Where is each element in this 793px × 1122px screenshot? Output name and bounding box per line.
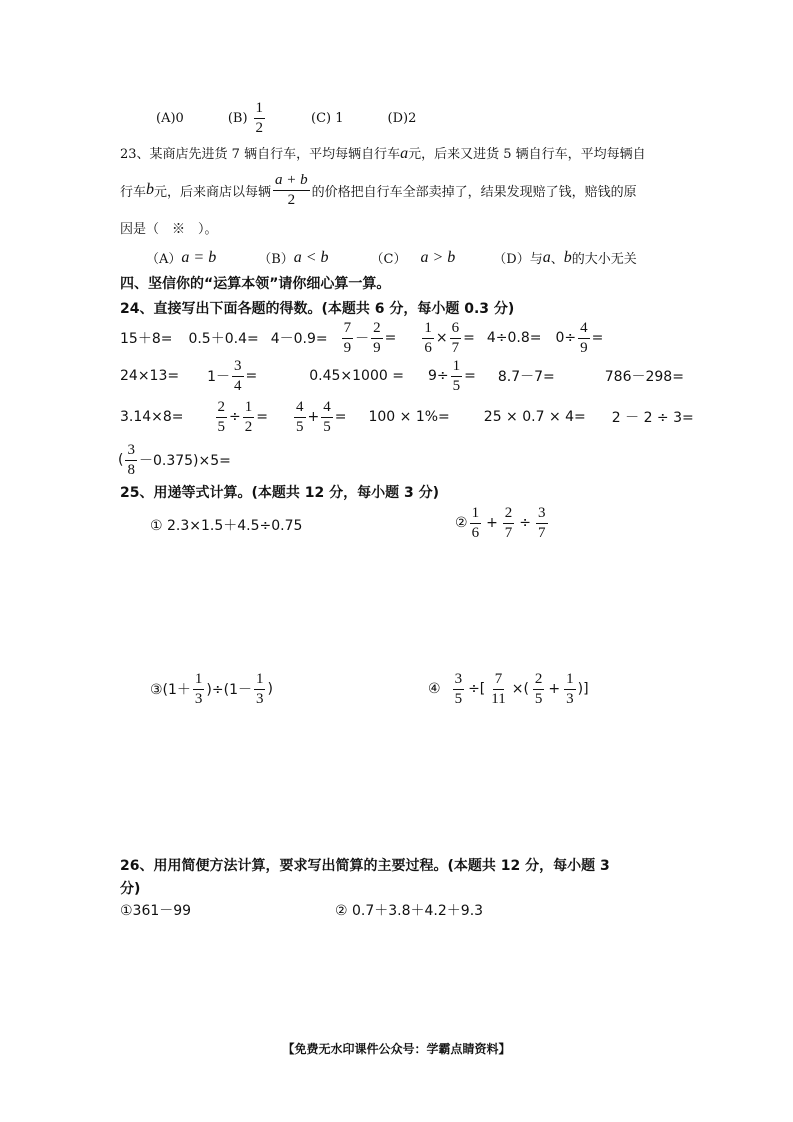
q25-problem-3: ③(1＋ $\frac{1}{3}$ )÷(1－ $\frac{1}{3}$ ) bbox=[150, 670, 273, 707]
footer-note: 【免费无水印课件公众号：学霸点睛资料】 bbox=[282, 1042, 511, 1056]
var-a: a bbox=[400, 145, 409, 162]
q26-problem-2: ② 0.7＋3.8＋4.2＋9.3 bbox=[335, 903, 484, 919]
q24-item: 786－298= bbox=[604, 369, 684, 385]
fraction: $\frac{2}{5}$ bbox=[534, 670, 543, 707]
q23-option-d-label: （D）与 bbox=[493, 252, 543, 267]
fraction: $\frac{1}{3}$ bbox=[566, 670, 574, 707]
q23-option-c-label: （C） bbox=[370, 252, 407, 267]
q24-row-4: ( $\frac{3}{8}$ －0.375)×5= bbox=[118, 441, 231, 478]
q24-item: 24×13= bbox=[120, 368, 180, 384]
q24-item: 2 － 2 ÷ 3= bbox=[611, 410, 694, 426]
q24-item: 100 × 1%= bbox=[368, 409, 450, 425]
q24-item: 8.7－7= bbox=[497, 369, 555, 385]
fraction: $\frac{1}{3}$ bbox=[255, 670, 264, 707]
section-4-title: 四、坚信你的“运算本领”请你细心算一算。 bbox=[120, 276, 391, 292]
fraction: $\frac{4}{9}$ bbox=[580, 319, 588, 356]
q23-option-a-label: （A） bbox=[146, 252, 182, 267]
q26-problem-1: ①361－99 bbox=[120, 903, 192, 919]
q24-item: 0.45×1000 = bbox=[309, 368, 404, 384]
fraction: $\frac{6}{7}$ bbox=[451, 319, 460, 356]
fraction: $\frac{2}{9}$ bbox=[373, 319, 381, 356]
fraction: $\frac{1}{2}$ bbox=[244, 398, 253, 435]
q24-item: 15＋8= bbox=[120, 331, 173, 347]
q25-title: 25、用递等式计算。(本题共 12 分，每小题 3 分) bbox=[120, 485, 439, 501]
q22-option-a: (A)0 bbox=[156, 110, 184, 126]
q24-item: 25 × 0.7 × 4= bbox=[483, 409, 586, 425]
q24-title: 24、直接写出下面各题的得数。(本题共 6 分，每小题 0.3 分) bbox=[120, 301, 515, 317]
fraction: $\frac{3}{4}$ bbox=[234, 357, 242, 394]
q26-title-line-2: 分) bbox=[120, 881, 141, 897]
q24-row-3: 3.14×8= $\frac{2}{5}$ ÷ $\frac{1}{2}$ = $\frac{4}{5}$ + $\frac{4}{5}$ = 100 × 1%= 25 × 0.7 × 4= 2 － 2 ÷ 3= bbox=[120, 398, 694, 435]
fraction: $\frac{4}{5}$ bbox=[296, 398, 304, 435]
fraction: $\frac{7}{11}$ bbox=[491, 670, 506, 707]
fraction: $\frac{3}{7}$ bbox=[538, 504, 546, 541]
q24-item: 3.14×8= bbox=[120, 409, 184, 425]
q22-option-b-fraction: $\frac{1}{2}$ bbox=[255, 99, 264, 136]
q25-problem-1: ① 2.3×1.5＋4.5÷0.75 bbox=[150, 518, 303, 534]
q23-price-fraction: $\frac{a + b}{2}$ bbox=[275, 171, 308, 208]
q24-item: 4－0.9= bbox=[270, 331, 328, 347]
q26-title-line-1: 26、用用简便方法计算，要求写出简算的主要过程。(本题共 12 分，每小题 3 bbox=[120, 858, 610, 874]
q22-options bbox=[156, 100, 416, 136]
q24-item: 4÷0.8= bbox=[486, 330, 542, 346]
fraction: $\frac{1}{3}$ bbox=[194, 670, 203, 707]
var-b: b bbox=[146, 181, 155, 198]
q25-problem-2: ② $\frac{1}{6}$ + $\frac{2}{7}$ ÷ $\frac{3}{7}$ bbox=[455, 504, 546, 541]
q24-row-2: 24×13= 1－ $\frac{3}{4}$ = 0.45×1000 = 9÷ $\frac{1}{5}$ = 8.7－7= 786－298= bbox=[120, 357, 684, 394]
fraction: $\frac{1}{6}$ bbox=[471, 504, 480, 541]
fraction: $\frac{4}{5}$ bbox=[323, 398, 331, 435]
q23-line-1: 23、某商店先进货 7 辆自行车，平均每辆自行车a元，后来又进货 5 辆自行车，平均每辆自 bbox=[120, 145, 646, 162]
q22-option-d: (D)2 bbox=[387, 110, 417, 126]
q23-option-c-expr: a > b bbox=[420, 248, 456, 266]
q23-option-b-expr: a < b bbox=[293, 248, 329, 266]
q22-option-c: (C) 1 bbox=[311, 110, 344, 126]
q24-item: 0.5＋0.4= bbox=[188, 331, 259, 347]
q23-options: （A） a = b （B） a < b （C） a > b （D）与 a 、 b 的大小无关 bbox=[146, 248, 637, 267]
fraction: $\frac{1}{6}$ bbox=[424, 319, 432, 356]
q23-option-a-expr: a = b bbox=[181, 248, 217, 266]
q25-problem-4: ④ $\frac{3}{5}$ ÷[ $\frac{7}{11}$ ×( $\frac{2}{5}$ + $\frac{1}{3}$ )] bbox=[428, 670, 589, 707]
fraction: $\frac{2}{5}$ bbox=[217, 398, 226, 435]
fraction: $\frac{3}{5}$ bbox=[454, 670, 463, 707]
q23-line-2: 行车 b 元，后来商店以每辆 $\frac{a + b}{2}$ 的价格把自行车全部卖掉了，结果发现赔了钱，赔钱的原 bbox=[120, 171, 637, 208]
q22-option-b-label: (B) bbox=[227, 110, 248, 126]
fraction: $\frac{2}{7}$ bbox=[504, 504, 513, 541]
fraction: $\frac{1}{5}$ bbox=[452, 357, 461, 394]
fraction: $\frac{3}{8}$ bbox=[127, 441, 135, 478]
q23-line-3: 因是（ ※ ）。 bbox=[120, 222, 218, 237]
q24-row-1: 15＋8= 0.5＋0.4= 4－0.9= $\frac{7}{9}$ － $\frac{2}{9}$ = $\frac{1}{6}$ × $\frac{6}{7}$ = 4÷0.8= 0÷ $\frac{4}{9}$ = bbox=[120, 319, 604, 356]
q23-option-b-label: （B） bbox=[258, 252, 294, 267]
fraction: $\frac{7}{9}$ bbox=[343, 319, 352, 356]
